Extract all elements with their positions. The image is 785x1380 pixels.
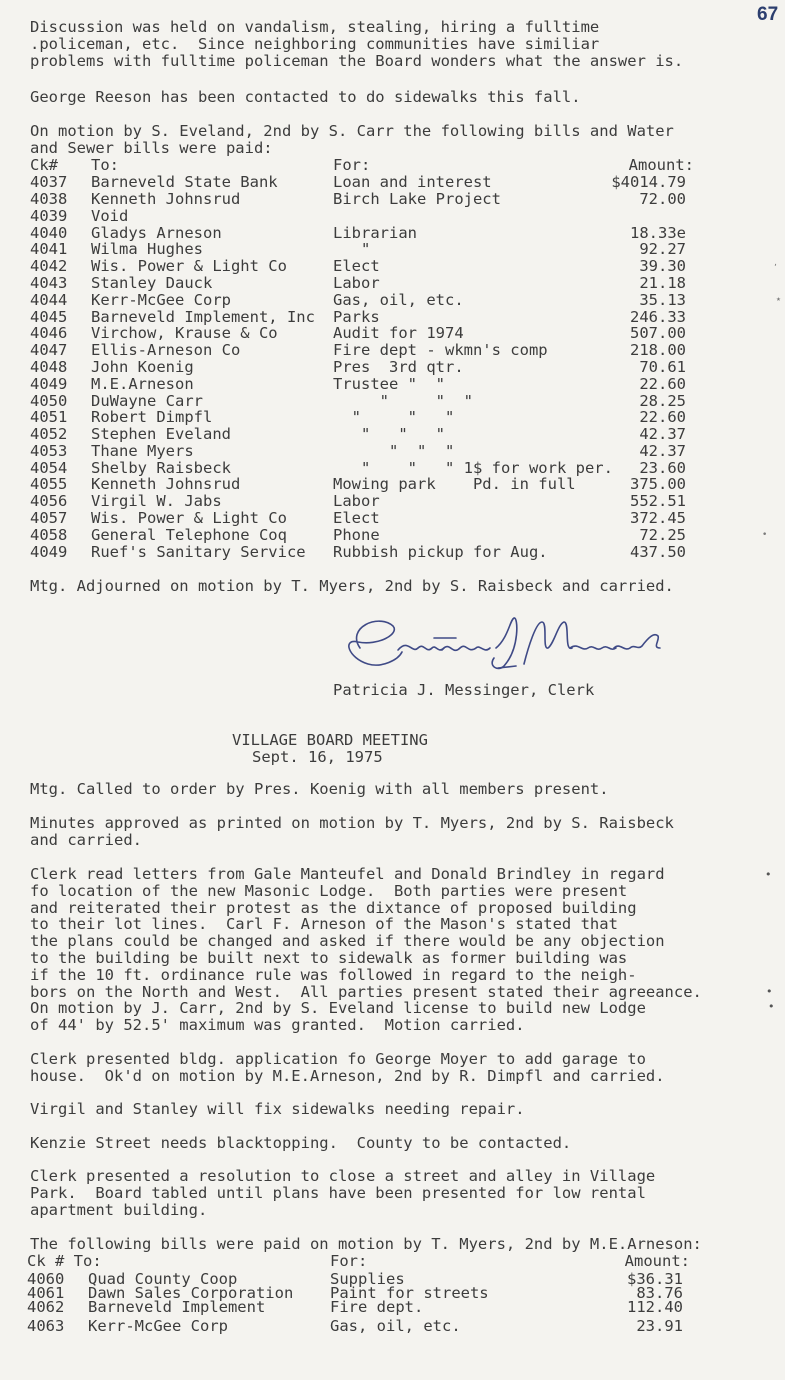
purpose: " bbox=[333, 240, 371, 258]
payee: General Telephone Coq bbox=[91, 526, 287, 544]
sidewalk-contact-paragraph: George Reeson has been contacted to do sidewalks this fall. bbox=[30, 88, 581, 106]
amount: 72.25 bbox=[639, 526, 686, 544]
bill-row bbox=[0, 443, 686, 460]
purpose: Labor bbox=[333, 274, 380, 292]
payee: Kenneth Johnsrud bbox=[91, 475, 241, 493]
page-number: 67 bbox=[757, 4, 779, 25]
payee: Ellis-Arneson Co bbox=[91, 341, 241, 359]
payee: Thane Myers bbox=[91, 442, 194, 460]
kenzie-street-paragraph: Kenzie Street needs blacktopping. County to be contacted. bbox=[30, 1134, 572, 1152]
bill-row bbox=[0, 493, 686, 510]
check-number: 4046 bbox=[30, 324, 68, 342]
bill-row bbox=[0, 376, 686, 393]
garage-application-paragraph: Clerk presented bldg. application fo George Moyer to add garage to house. Ok'd on motion by M.E.Arneson, 2nd by R. Dimpfl and carried. bbox=[30, 1050, 665, 1085]
amount: 112.40 bbox=[627, 1298, 683, 1316]
purpose: Fire dept - wkmn's comp bbox=[333, 341, 548, 359]
payee: Quad County Coop bbox=[88, 1270, 238, 1288]
bill-row bbox=[0, 426, 686, 443]
bill-row bbox=[0, 544, 686, 561]
header-for: For: bbox=[333, 156, 371, 174]
amount: 22.60 bbox=[639, 408, 686, 426]
amount: 39.30 bbox=[639, 257, 686, 275]
amount: 246.33 bbox=[630, 308, 686, 326]
check-number: 4042 bbox=[30, 257, 68, 275]
bill-row bbox=[0, 359, 686, 376]
payee: Virgil W. Jabs bbox=[91, 492, 222, 510]
purpose: Birch Lake Project bbox=[333, 190, 501, 208]
payee: Robert Dimpfl bbox=[91, 408, 213, 426]
adjournment-line: Mtg. Adjourned on motion by T. Myers, 2nd by S. Raisbeck and carried. bbox=[30, 577, 674, 595]
check-number: 4049 bbox=[30, 543, 68, 561]
purpose: Elect bbox=[333, 257, 380, 275]
bill-row bbox=[0, 174, 686, 191]
payee: Kenneth Johnsrud bbox=[91, 190, 241, 208]
check-number: 4056 bbox=[30, 492, 68, 510]
payee: Barneveld Implement bbox=[88, 1298, 266, 1316]
check-number: 4062 bbox=[27, 1298, 65, 1316]
amount: $4014.79 bbox=[611, 173, 686, 191]
amount: 22.60 bbox=[639, 375, 686, 393]
bill2-row bbox=[0, 1299, 683, 1316]
margin-mark: • bbox=[762, 530, 768, 540]
check-number: 4043 bbox=[30, 274, 68, 292]
sidewalk-repair-paragraph: Virgil and Stanley will fix sidewalks needing repair. bbox=[30, 1100, 525, 1118]
purpose: Labor bbox=[333, 492, 380, 510]
check-number: 4048 bbox=[30, 358, 68, 376]
call-to-order-paragraph: Mtg. Called to order by Pres. Koenig with all members present. bbox=[30, 780, 609, 798]
payee: Wis. Power & Light Co bbox=[91, 509, 287, 527]
check-number: 4049 bbox=[30, 375, 68, 393]
check-number: 4045 bbox=[30, 308, 68, 326]
bill2-row bbox=[0, 1318, 683, 1335]
amount: 372.45 bbox=[630, 509, 686, 527]
header-check-number: Ck# bbox=[30, 156, 58, 174]
minutes-paragraph: Minutes approved as printed on motion by T. Myers, 2nd by S. Raisbeck and carried. bbox=[30, 814, 674, 849]
bill-row bbox=[0, 292, 686, 309]
check-number: 4039 bbox=[30, 207, 68, 225]
purpose: Phone bbox=[333, 526, 380, 544]
payee: Barneveld State Bank bbox=[91, 173, 278, 191]
margin-mark: • bbox=[765, 868, 772, 881]
payee: John Koenig bbox=[91, 358, 194, 376]
amount: 72.00 bbox=[639, 190, 686, 208]
purpose: Pres 3rd qtr. bbox=[333, 358, 464, 376]
bill-row bbox=[0, 325, 686, 342]
check-number: 4041 bbox=[30, 240, 68, 258]
check-number: 4054 bbox=[30, 459, 68, 477]
check-number: 4058 bbox=[30, 526, 68, 544]
bill-row bbox=[0, 191, 686, 208]
amount: 23.60 bbox=[639, 459, 686, 477]
amount: 92.27 bbox=[639, 240, 686, 258]
payee: Wilma Hughes bbox=[91, 240, 203, 258]
bill-row bbox=[0, 258, 686, 275]
purpose: " " " bbox=[333, 408, 455, 426]
check-number: 4053 bbox=[30, 442, 68, 460]
amount: 28.25 bbox=[639, 392, 686, 410]
bills-motion-paragraph: On motion by S. Eveland, 2nd by S. Carr the following bills and Water and Sewer bills were paid: bbox=[30, 122, 674, 157]
purpose: " " " 1$ for work per. bbox=[333, 459, 613, 477]
payee: Kerr-McGee Corp bbox=[91, 291, 231, 309]
check-number: 4055 bbox=[30, 475, 68, 493]
clerk-signature bbox=[338, 608, 668, 674]
payee: Stanley Dauck bbox=[91, 274, 213, 292]
bill-row bbox=[0, 241, 686, 258]
check-number: 4051 bbox=[30, 408, 68, 426]
amount: 70.61 bbox=[639, 358, 686, 376]
purpose: " " " bbox=[333, 392, 473, 410]
check-number: 4040 bbox=[30, 224, 68, 242]
amount: 507.00 bbox=[630, 324, 686, 342]
payee: Void bbox=[91, 207, 129, 225]
purpose: Supplies bbox=[330, 1270, 405, 1288]
payee: Wis. Power & Light Co bbox=[91, 257, 287, 275]
check-number: 4061 bbox=[27, 1284, 65, 1302]
masonic-lodge-paragraph: Clerk read letters from Gale Manteufel and Donald Brindley in regard fo location of the new Masonic Lodge. Both parties were present and reiterated their protest as the dixtance of proposed building to their lot lines. Carl F. Arneson of the Mason's stated that the plans could be changed and asked if there would be any objection to the building be built next to sidewalk as former building was if the 10 ft. ordinance rule was followed in regard to the neigh- bors on the North and West. All parties present stated their agreeance. On motion by J. Carr, 2nd by S. Eveland license to build new Lodge of 44' by 52.5' maximum was granted. Motion carried. bbox=[30, 865, 702, 1035]
purpose: Loan and interest bbox=[333, 173, 492, 191]
header-amount: Amount: bbox=[628, 156, 694, 174]
payee: M.E.Arneson bbox=[91, 375, 194, 393]
meeting-title: VILLAGE BOARD MEETING bbox=[232, 731, 428, 749]
margin-mark: • bbox=[766, 985, 773, 998]
amount: 375.00 bbox=[630, 475, 686, 493]
margin-mark: • bbox=[768, 1000, 775, 1013]
check-number: 4050 bbox=[30, 392, 68, 410]
header2-for: For: bbox=[330, 1252, 368, 1270]
margin-mark: ٭ bbox=[776, 295, 781, 305]
check-number: 4063 bbox=[27, 1317, 65, 1335]
payee: Ruef's Sanitary Service bbox=[91, 543, 306, 561]
purpose: " " " bbox=[333, 425, 445, 443]
purpose: Rubbish pickup for Aug. bbox=[333, 543, 548, 561]
clerk-name: Patricia J. Messinger, Clerk bbox=[333, 681, 595, 699]
purpose: Gas, oil, etc. bbox=[333, 291, 464, 309]
payee: Shelby Raisbeck bbox=[91, 459, 231, 477]
amount: 42.37 bbox=[639, 425, 686, 443]
header2-check-number-to: Ck # To: bbox=[27, 1252, 102, 1270]
purpose: Audit for 1974 bbox=[333, 324, 464, 342]
bill-row bbox=[0, 275, 686, 292]
check-number: 4057 bbox=[30, 509, 68, 527]
street-closure-paragraph: Clerk presented a resolution to close a street and alley in Village Park. Board tabled until plans have been presented for low rental apartment building. bbox=[30, 1167, 656, 1219]
check-number: 4060 bbox=[27, 1270, 65, 1288]
bills2-table-header bbox=[0, 1253, 690, 1270]
amount: 21.18 bbox=[639, 274, 686, 292]
check-number: 4052 bbox=[30, 425, 68, 443]
check-number: 4038 bbox=[30, 190, 68, 208]
payee: Virchow, Krause & Co bbox=[91, 324, 278, 342]
bill-row bbox=[0, 527, 686, 544]
header-to: To: bbox=[91, 156, 119, 174]
bill-row bbox=[0, 409, 686, 426]
check-number: 4044 bbox=[30, 291, 68, 309]
check-number: 4047 bbox=[30, 341, 68, 359]
bill-row bbox=[0, 476, 686, 493]
purpose: Elect bbox=[333, 509, 380, 527]
payee: Stephen Eveland bbox=[91, 425, 231, 443]
bill-row bbox=[0, 342, 686, 359]
header2-amount: Amount: bbox=[624, 1252, 690, 1270]
purpose: Paint for streets bbox=[330, 1284, 489, 1302]
amount: 35.13 bbox=[639, 291, 686, 309]
bill-row bbox=[0, 510, 686, 527]
purpose: Parks bbox=[333, 308, 380, 326]
bills2-motion-paragraph: The following bills were paid on motion by T. Myers, 2nd by M.E.Arneson: bbox=[30, 1235, 702, 1253]
amount: 218.00 bbox=[630, 341, 686, 359]
amount: $36.31 bbox=[627, 1270, 683, 1288]
meeting-date: Sept. 16, 1975 bbox=[252, 748, 383, 766]
discussion-paragraph: Discussion was held on vandalism, stealing, hiring a fulltime .policeman, etc. Since neighboring communities have similiar problems with fulltime policeman the Board wonders what the answer is. bbox=[30, 18, 684, 70]
bills-table-header bbox=[0, 157, 694, 174]
payee: Kerr-McGee Corp bbox=[88, 1317, 228, 1335]
check-number: 4037 bbox=[30, 173, 68, 191]
purpose: Mowing park Pd. in full bbox=[333, 475, 576, 493]
purpose: Librarian bbox=[333, 224, 417, 242]
payee: Gladys Arneson bbox=[91, 224, 222, 242]
purpose: " " " bbox=[333, 442, 455, 460]
amount: 552.51 bbox=[630, 492, 686, 510]
purpose: Fire dept. bbox=[330, 1298, 424, 1316]
purpose: Gas, oil, etc. bbox=[330, 1317, 461, 1335]
payee: DuWayne Carr bbox=[91, 392, 203, 410]
amount: 83.76 bbox=[636, 1284, 683, 1302]
payee: Barneveld Implement, Inc bbox=[91, 308, 315, 326]
amount: 18.33e bbox=[630, 224, 686, 242]
amount: 437.50 bbox=[630, 543, 686, 561]
amount: 23.91 bbox=[636, 1317, 683, 1335]
bill-row bbox=[0, 208, 686, 225]
purpose: Trustee " " bbox=[333, 375, 445, 393]
margin-mark: ‚ bbox=[774, 258, 777, 268]
amount: 42.37 bbox=[639, 442, 686, 460]
payee: Dawn Sales Corporation bbox=[88, 1284, 294, 1302]
